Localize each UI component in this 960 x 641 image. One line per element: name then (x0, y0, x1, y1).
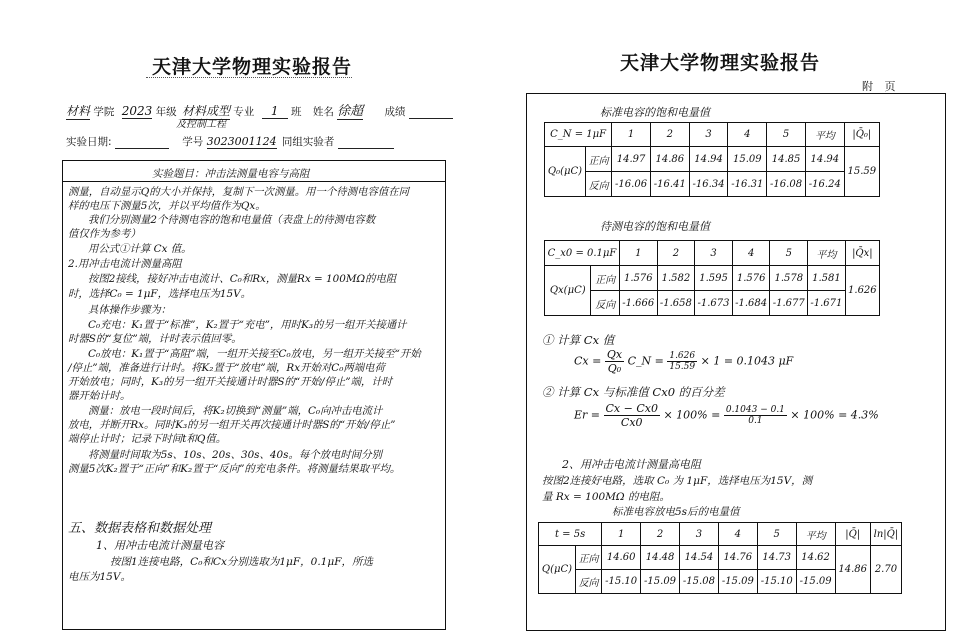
table-header-row (539, 523, 902, 546)
calc2-result: × 100% = 4.3% (790, 408, 879, 422)
subsection-1-text: 电压为15V。 (68, 571, 131, 583)
calc1-denominator: Q₀ (607, 362, 622, 375)
col-header: 5 (770, 241, 808, 266)
value-cell: 1.576 (732, 266, 770, 291)
class-value: 1 (262, 104, 288, 119)
direction-cell: 反向 (575, 570, 601, 594)
mean-cell: -1.671 (808, 291, 846, 316)
value-cell: -15.09 (718, 570, 757, 594)
score-label: 成绩 (384, 106, 406, 118)
value-cell: -1.666 (619, 291, 657, 316)
calc2-formula (574, 402, 879, 429)
col-header: 4 (728, 123, 767, 147)
value-cell: 14.94 (689, 147, 728, 172)
text-line: 测量：放电一段时间后，将K₂切换到“测量”端，C₀向冲击电流计 (88, 405, 383, 417)
text-line: 测量5次K₂置于“正向”和K₂置于“反向”的充电条件。将测量结果取平均。 (68, 463, 401, 475)
col-header: 3 (679, 523, 718, 546)
direction-cell: 反向 (586, 172, 612, 197)
value-cell: 15.09 (728, 147, 767, 172)
value-cell: -15.10 (757, 570, 796, 594)
value-cell: 1.578 (770, 266, 808, 291)
table1-caption: 标准电容的饱和电量值 (600, 106, 710, 119)
value-cell: 14.85 (767, 147, 806, 172)
col-header: 2 (657, 241, 695, 266)
school-value: 材料 (66, 104, 91, 118)
table3-caption: 标准电容放电5s后的电量值 (612, 506, 740, 518)
subsection-1-text: 按图1连接电路，C₀和Cx分别选取为1μF，0.1μF，所选 (110, 556, 373, 568)
major-sub-value: 及控制工程 (176, 119, 226, 130)
value-cell: -1.658 (657, 291, 695, 316)
table-row (539, 546, 902, 570)
date-label: 实验日期: (66, 136, 112, 148)
text-line: C₀放电：K₁置于“高阻”端，一组开关接至C₀放电，另一组开关接至“开始 (88, 348, 421, 360)
subsection-2-text: 量 Rx = 100MΩ 的电阻。 (542, 491, 670, 503)
calc2-numerator: Cx − Cx0 (605, 402, 658, 415)
standard-capacitor-table (544, 122, 880, 197)
table-row (545, 172, 880, 197)
left-report-page (0, 0, 478, 641)
text-line: 将测量时间取为5s、10s、20s、30s、40s。每个放电时间分别 (88, 449, 382, 461)
calc1-denominator-value: 15.59 (669, 362, 696, 372)
table-row (545, 147, 880, 172)
calc1-title: ① 计算 Cx 值 (542, 333, 615, 347)
table-corner-cell: t = 5s (539, 523, 602, 546)
text-line: 2.用冲击电流计测量高阻 (68, 258, 182, 270)
subsection-2-title: 2、用冲击电流计测量高电阻 (562, 458, 701, 471)
text-line: 具体操作步骤为： (88, 304, 172, 316)
calc1-fraction (605, 348, 624, 375)
experiment-title: 实验题目：冲击法测量电容与高阻 (152, 168, 310, 180)
value-cell: 1.576 (619, 266, 657, 291)
title-underline (146, 77, 352, 78)
row-label: Qx(μC) (545, 266, 591, 316)
id-label: 学号 (182, 136, 204, 148)
section-5-title: 五、数据表格和数据处理 (68, 521, 212, 536)
partner-blank (338, 136, 394, 149)
text-line: 时，选择C₀ = 1μF，选择电压为15V。 (68, 288, 252, 300)
text-line: 放电，并断开Rx。同时K₃的另一组开关再次接通计时器S的“开始/停止” (68, 419, 396, 431)
score-blank (409, 106, 453, 119)
header-row-1 (66, 100, 453, 120)
table-header-row (545, 241, 880, 266)
col-header: 平均 (796, 523, 835, 546)
value-cell: 14.60 (602, 546, 641, 570)
text-line: 按图2接线，接好冲击电流计、C₀和Rx，测量Rx = 100MΩ的电阻 (88, 273, 397, 285)
col-header: ln|Q̄| (870, 523, 901, 546)
table2-caption: 待测电容的饱和电量值 (600, 220, 710, 233)
class-label: 班 (290, 106, 302, 118)
value-cell: 1.595 (695, 266, 733, 291)
calc1-lhs: Cx = (574, 354, 602, 368)
value-cell: -1.684 (732, 291, 770, 316)
calc1-result: × 1 = 0.1043 μF (700, 354, 794, 368)
date-blank (115, 136, 169, 149)
direction-cell: 正向 (586, 147, 612, 172)
calc1-numerator: Qx (606, 348, 623, 361)
col-header: 2 (650, 123, 689, 147)
text-line: 测量，自动显示Q的大小并保持，复制下一次测量。用一个待测电容值在同 (68, 186, 410, 198)
col-header: 平均 (805, 123, 844, 147)
table-corner-cell: C_x0 = 0.1μF (545, 241, 620, 266)
text-line: 时器S的“复位”端，计时表示值回零。 (68, 333, 242, 345)
row-label: Q₀(μC) (545, 147, 586, 197)
name-value: 徐超 (337, 100, 363, 120)
value-cell: -15.10 (602, 570, 641, 594)
subsection-1-title: 1、用冲击电流计测量电容 (96, 539, 224, 552)
discharge-table (538, 522, 902, 594)
table-row (545, 291, 880, 316)
value-cell: 14.54 (679, 546, 718, 570)
calc1-numerator-value: 1.626 (669, 351, 696, 361)
calc1-formula (574, 348, 793, 375)
subsection-2-text: 按图2连接好电路，选取 C₀ 为 1μF，选择电压为15V，测 (542, 475, 813, 487)
value-cell: -16.41 (650, 172, 689, 197)
col-header: |Q̄x| (845, 241, 879, 266)
text-line: /停止”端，准备进行计时。将K₂置于“放电”端，Rx开始对C₀两端电荷 (68, 362, 385, 374)
table-header-row (545, 123, 880, 147)
mean-cell: 14.94 (805, 147, 844, 172)
name-label: 姓名 (312, 106, 334, 118)
col-header: 5 (767, 123, 806, 147)
direction-cell: 反向 (591, 291, 620, 316)
mean-cell: 14.62 (796, 546, 835, 570)
calc2-mid: × 100% = (663, 408, 721, 422)
col-header: 4 (732, 241, 770, 266)
right-report-page (482, 0, 960, 641)
text-line: C₀充电：K₁置于“标准”，K₂置于“充电”，用时K₃的另一组开关接通计 (88, 319, 407, 331)
value-cell: -16.08 (767, 172, 806, 197)
value-cell: 14.76 (718, 546, 757, 570)
value-cell: -16.31 (728, 172, 767, 197)
value-cell: 14.86 (650, 147, 689, 172)
col-header: 5 (757, 523, 796, 546)
mean-cell: 1.581 (808, 266, 846, 291)
text-line: 我们分别测量2个待测电容的饱和电量值（表盘上的待测电容数 (88, 214, 376, 226)
col-header: 1 (619, 241, 657, 266)
header-row-2 (66, 134, 394, 149)
value-cell: -1.673 (695, 291, 733, 316)
grade-value: 2023 (121, 104, 153, 118)
value-cell: -1.677 (770, 291, 808, 316)
direction-cell: 正向 (591, 266, 620, 291)
col-header: 1 (602, 523, 641, 546)
abs-mean-cell: 15.59 (844, 147, 879, 197)
table-row (545, 266, 880, 291)
mean-cell: -15.09 (796, 570, 835, 594)
abs-mean-cell: 1.626 (845, 266, 879, 316)
id-value: 3023001124 (206, 135, 277, 148)
test-capacitor-table (544, 240, 880, 316)
value-cell: 14.48 (641, 546, 680, 570)
value-cell: -16.34 (689, 172, 728, 197)
text-line: 值仅作为参考） (68, 228, 141, 240)
abs-mean-cell: 14.86 (835, 546, 870, 594)
calc2-fraction (604, 402, 660, 429)
left-page-title: 天津大学物理实验报告 (152, 56, 353, 78)
calc2-title: ② 计算 Cx 与标准值 Cx0 的百分差 (542, 385, 725, 399)
value-cell: 14.97 (612, 147, 651, 172)
major-label: 专业 (233, 106, 255, 118)
text-line: 用公式①计算 Cx 值。 (88, 243, 192, 255)
col-header: 2 (641, 523, 680, 546)
value-cell: 14.73 (757, 546, 796, 570)
title-divider (62, 181, 446, 182)
value-cell: 1.582 (657, 266, 695, 291)
direction-cell: 正向 (575, 546, 601, 570)
col-header: |Q̄₀| (844, 123, 879, 147)
school-label: 学院 (93, 106, 115, 118)
col-header: 3 (695, 241, 733, 266)
mean-cell: -16.24 (805, 172, 844, 197)
value-cell: -16.06 (612, 172, 651, 197)
calc2-numerator-value: 0.1043 − 0.1 (725, 405, 785, 415)
value-cell: -15.08 (679, 570, 718, 594)
col-header: 1 (612, 123, 651, 147)
text-line: 开始放电；同时，K₃的另一组开关接通计时器S的“开始/停止”端，计时 (68, 376, 393, 388)
col-header: |Q̄| (835, 523, 870, 546)
page-tag: 附 页 (862, 80, 900, 93)
row-label: Q(μC) (539, 546, 576, 594)
text-line: 端停止计时；记录下时间t和Q值。 (68, 433, 227, 445)
text-line: 器开始计时。 (68, 390, 131, 402)
col-header: 4 (718, 523, 757, 546)
partner-label: 同组实验者 (281, 136, 335, 148)
text-line: 样的电压下测量5次，并以平均值作为Qx。 (68, 200, 266, 212)
major-value: 材料成型 (181, 104, 230, 118)
calc1-mid: C_N = (627, 354, 664, 368)
grade-label: 年级 (155, 106, 177, 118)
ln-mean-cell: 2.70 (870, 546, 901, 594)
calc2-lhs: Er = (574, 408, 601, 422)
col-header: 3 (689, 123, 728, 147)
calc2-fraction-values (724, 405, 787, 426)
table-corner-cell: C_N = 1μF (545, 123, 612, 147)
value-cell: -15.09 (641, 570, 680, 594)
calc1-fraction-values (667, 351, 697, 372)
col-header: 平均 (808, 241, 846, 266)
calc2-denominator: Cx0 (620, 416, 643, 429)
right-page-title: 天津大学物理实验报告 (620, 52, 821, 74)
calc2-denominator-value: 0.1 (748, 416, 763, 426)
